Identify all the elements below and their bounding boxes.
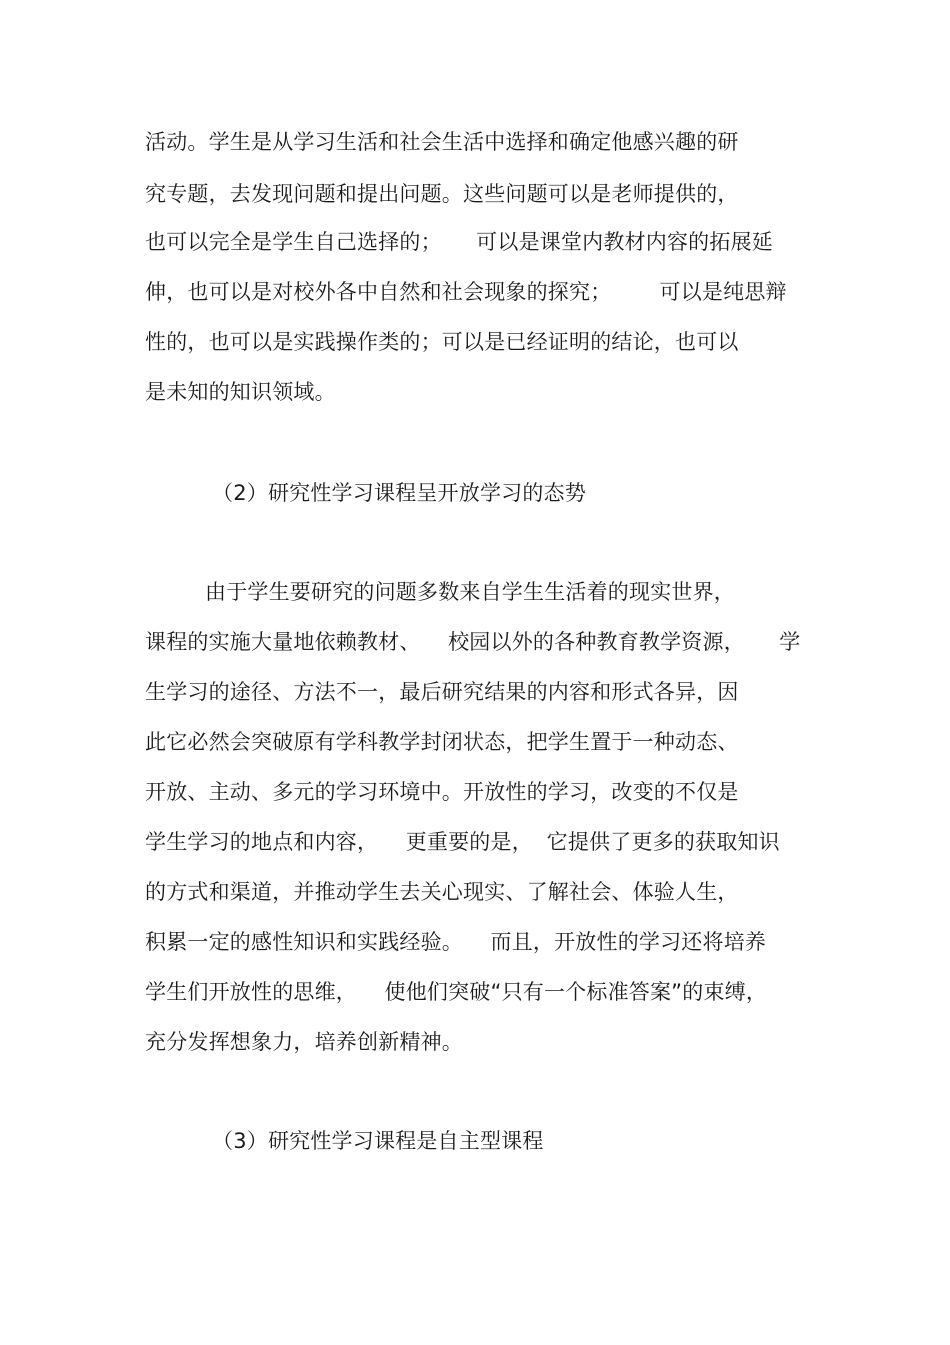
section-heading-2: （2）研究性学习课程呈开放学习的态势 [212, 481, 586, 505]
paragraph-2-line-5: 开放、主动、多元的学习环境中。开放性的学习，改变的不仅是 [145, 780, 739, 804]
paragraph-1-line-4: 伸，也可以是对校外各中自然和社会现象的探究； 可以是纯思辩 [145, 280, 787, 304]
paragraph-2-line-9: 学生们开放性的思维， 使他们突破“只有一个标准答案”的束缚， [145, 980, 768, 1004]
paragraph-2-line-2: 课程的实施大量地依赖教材、 校园以外的各种教育教学资源， 学 [145, 630, 801, 654]
paragraph-2-line-6: 学生学习的地点和内容， 更重要的是， 它提供了更多的获取知识 [145, 830, 780, 854]
paragraph-1-line-5: 性的，也可以是实践操作类的；可以是已经证明的结论，也可以 [145, 330, 739, 354]
paragraph-2-line-1: 由于学生要研究的问题多数来自学生生活着的现实世界， [205, 580, 735, 604]
section-heading-3: （3）研究性学习课程是自主型课程 [212, 1129, 544, 1153]
paragraph-1-line-6: 是未知的知识领域。 [145, 380, 336, 404]
paragraph-2-line-10: 充分发挥想象力，培养创新精神。 [145, 1030, 463, 1054]
paragraph-2-line-8: 积累一定的感性知识和实践经验。 而且，开放性的学习还将培养 [145, 930, 767, 954]
paragraph-1-line-1: 活动。学生是从学习生活和社会生活中选择和确定他感兴趣的研 [145, 130, 739, 154]
paragraph-1-line-3: 也可以完全是学生自己选择的； 可以是课堂内教材内容的拓展延 [145, 230, 773, 254]
paragraph-1-line-2: 究专题，去发现问题和提出问题。这些问题可以是老师提供的， [145, 182, 739, 206]
paragraph-2-line-4: 此它必然会突破原有学科教学封闭状态，把学生置于一种动态、 [145, 730, 739, 754]
paragraph-2-line-7: 的方式和渠道，并推动学生去关心现实、了解社会、体验人生， [145, 880, 739, 904]
paragraph-2-line-3: 生学习的途径、方法不一，最后研究结果的内容和形式各异，因 [145, 680, 739, 704]
